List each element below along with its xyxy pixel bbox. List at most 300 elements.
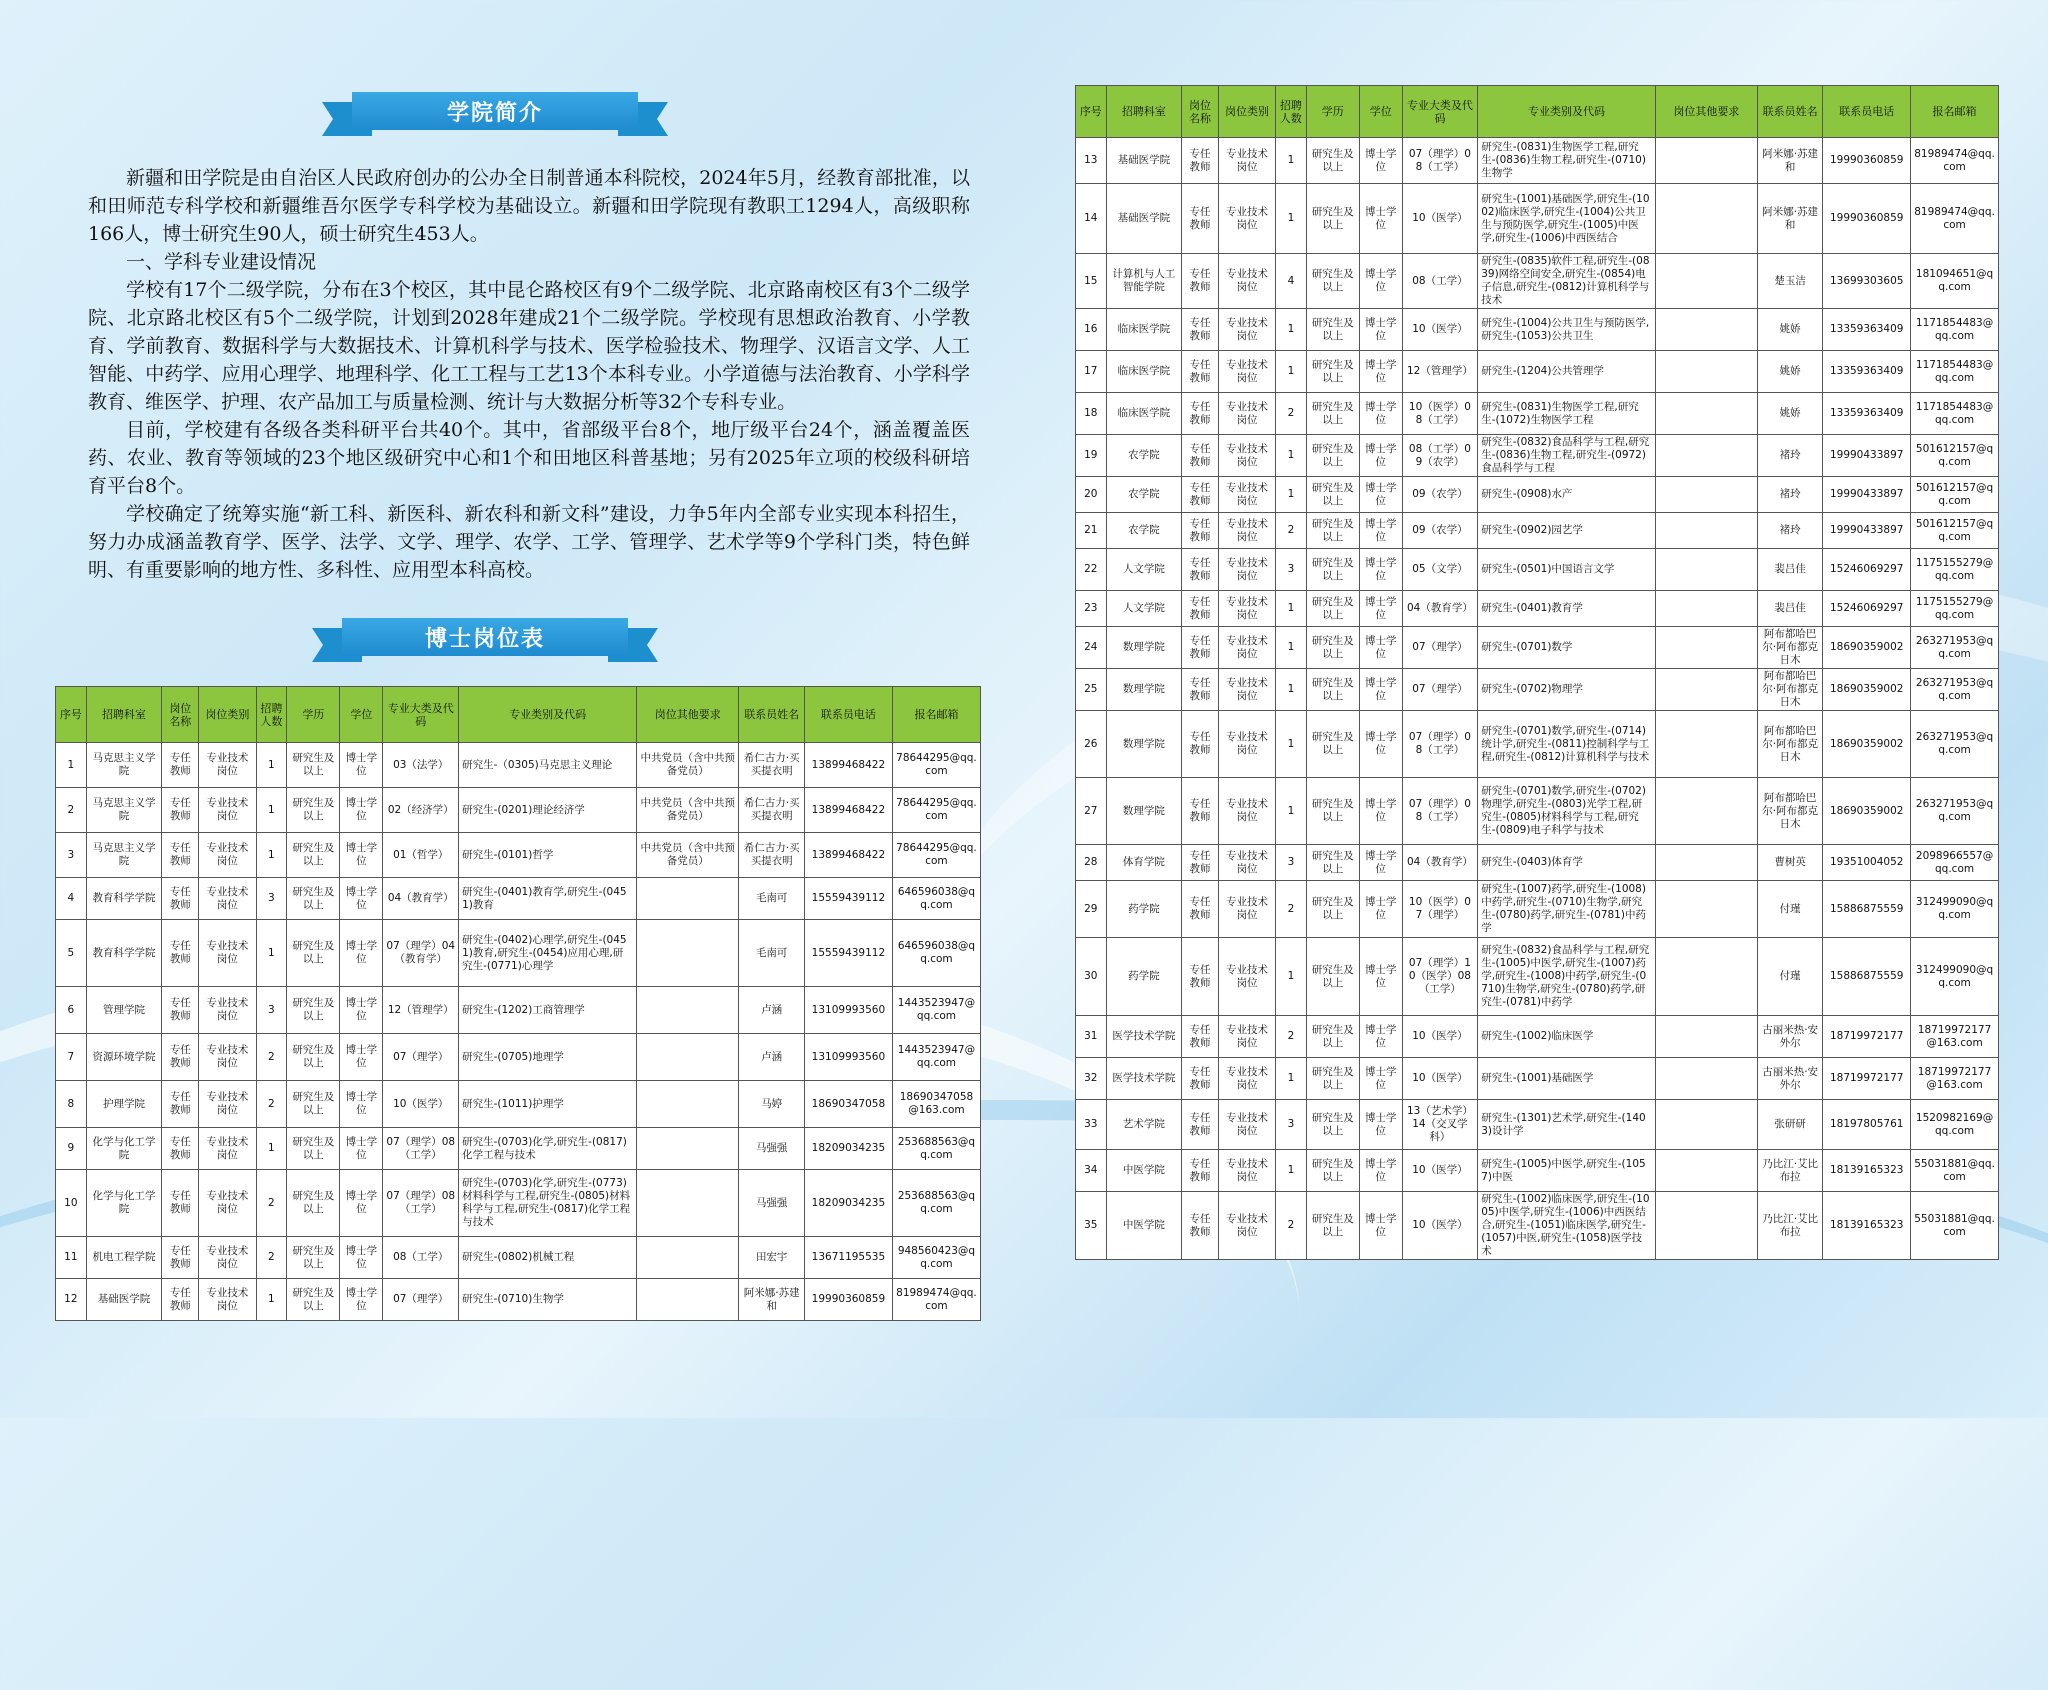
table-cell: 博士学位 (1359, 1192, 1402, 1260)
table-cell: 基础医学院 (1106, 184, 1182, 254)
table-cell: 基础医学院 (1106, 138, 1182, 184)
table-cell: 17 (1076, 351, 1107, 393)
table-cell: 1 (1276, 477, 1307, 513)
table-cell: 专任教师 (162, 1081, 199, 1128)
table-cell: 临床医学院 (1106, 393, 1182, 435)
table-cell (1655, 309, 1757, 351)
table-cell: 医学技术学院 (1106, 1016, 1182, 1058)
table-cell[interactable]: 55031881@qq.com (1911, 1150, 1999, 1192)
table-cell: 专业技术岗位 (1218, 351, 1275, 393)
table-cell: 数理学院 (1106, 778, 1182, 845)
table-cell: 专任教师 (162, 878, 199, 920)
table-cell: 专业技术岗位 (1218, 138, 1275, 184)
table-cell: 13699303605 (1823, 254, 1911, 309)
table-cell[interactable]: 263271953@qq.com (1911, 711, 1999, 778)
table-cell: 研究生-(0701)数学,研究生-(0714)统计学,研究生-(0811)控制科学与工程,研究生-(0812)计算机科学与技术 (1478, 711, 1656, 778)
table-cell (637, 1034, 739, 1081)
column-header: 招聘科室 (1106, 86, 1182, 138)
table-cell (1655, 1150, 1757, 1192)
column-header: 联系员姓名 (1757, 86, 1822, 138)
table-cell[interactable]: 263271953@qq.com (1911, 669, 1999, 711)
table-cell: 16 (1076, 309, 1107, 351)
intro-paragraph: 学校确定了统筹实施“新工科、新医科、新农科和新文科”建设，力争5年内全部专业实现本科招生，努力办成涵盖教育学、医学、法学、文学、理学、农学、工学、管理学、艺术学等9个学科门类，特色鲜明、有重要影响的地方性、多科性、应用型本科高校。 (88, 503, 970, 581)
table-cell: 研究生-(1301)艺术学,研究生-(1403)设计学 (1478, 1100, 1656, 1150)
table-cell: 专任教师 (1182, 513, 1219, 549)
table-cell: 管理学院 (86, 987, 162, 1034)
table-cell[interactable]: 1171854483@qq.com (1911, 351, 1999, 393)
table-cell: 08（工学） (383, 1237, 459, 1279)
table-cell: 博士学位 (1359, 938, 1402, 1016)
column-header: 学历 (1306, 86, 1359, 138)
table-cell: 专业技术岗位 (1218, 1100, 1275, 1150)
column-header: 岗位其他要求 (637, 687, 739, 743)
table-cell[interactable]: 253688563@qq.com (892, 1170, 980, 1237)
table-cell: 10（医学）08（工学） (1402, 393, 1478, 435)
table-cell[interactable]: 1443523947@qq.com (892, 987, 980, 1034)
table-cell: 13899468422 (804, 788, 892, 833)
table-cell: 专任教师 (1182, 138, 1219, 184)
table-cell: 研究生-(1204)公共管理学 (1478, 351, 1656, 393)
table-cell: 08（工学）09（农学） (1402, 435, 1478, 477)
table-cell: 研究生及以上 (1306, 1100, 1359, 1150)
table-cell: 护理学院 (86, 1081, 162, 1128)
table-cell[interactable]: 263271953@qq.com (1911, 778, 1999, 845)
table-cell: 04（教育学） (383, 878, 459, 920)
table-cell: 研究生-(1011)护理学 (459, 1081, 637, 1128)
table-cell: 付瑾 (1757, 938, 1822, 1016)
table-banner (312, 618, 658, 662)
table-cell: 研究生-(0832)食品科学与工程,研究生-(0836)生物工程,研究生-(0972)食品科学与工程 (1478, 435, 1656, 477)
table-cell: 褚玲 (1757, 513, 1822, 549)
table-cell: 专业技术岗位 (1218, 393, 1275, 435)
table-cell: 03（法学） (383, 743, 459, 788)
table-cell: 3 (1276, 549, 1307, 591)
table-cell: 姚娇 (1757, 393, 1822, 435)
table-cell[interactable]: 78644295@qq.com (892, 833, 980, 878)
table-cell: 博士学位 (1359, 778, 1402, 845)
table-cell: 2 (1276, 1192, 1307, 1260)
table-cell: 专业技术岗位 (199, 833, 256, 878)
table-cell: 专业技术岗位 (1218, 711, 1275, 778)
table-cell: 教育科学学院 (86, 920, 162, 987)
table-cell: 12（管理学） (1402, 351, 1478, 393)
table-cell: 研究生及以上 (1306, 1150, 1359, 1192)
table-cell[interactable]: 18719972177@163.com (1911, 1058, 1999, 1100)
table-cell[interactable]: 253688563@qq.com (892, 1128, 980, 1170)
table-cell: 中共党员（含中共预备党员） (637, 833, 739, 878)
table-cell: 1 (1276, 1150, 1307, 1192)
table-cell: 10（医学） (1402, 1016, 1478, 1058)
table-cell: 阿米娜·苏建和 (1757, 138, 1822, 184)
table-cell: 资源环境学院 (86, 1034, 162, 1081)
table-cell: 18690359002 (1823, 627, 1911, 669)
table-cell: 20 (1076, 477, 1107, 513)
table-cell[interactable]: 312499090@qq.com (1911, 881, 1999, 938)
table-cell: 毛南可 (739, 878, 804, 920)
column-header: 联系员姓名 (739, 687, 804, 743)
table-cell: 07（理学） (383, 1279, 459, 1321)
table-cell[interactable]: 1171854483@qq.com (1911, 309, 1999, 351)
table-cell (1655, 184, 1757, 254)
table-cell: 博士学位 (1359, 351, 1402, 393)
table-cell[interactable]: 55031881@qq.com (1911, 1192, 1999, 1260)
table-cell: 博士学位 (340, 1034, 383, 1081)
table-cell: 1 (256, 788, 287, 833)
table-cell: 中共党员（含中共预备党员） (637, 788, 739, 833)
table-cell: 26 (1076, 711, 1107, 778)
table-cell: 卢涵 (739, 1034, 804, 1081)
table-row (56, 987, 981, 1034)
table-cell: 专任教师 (1182, 881, 1219, 938)
table-cell: 博士学位 (1359, 591, 1402, 627)
table-cell: 中医学院 (1106, 1192, 1182, 1260)
column-header: 招聘科室 (86, 687, 162, 743)
table-cell[interactable]: 181094651@qq.com (1911, 254, 1999, 309)
table-cell: 04（教育学） (1402, 591, 1478, 627)
table-cell: 体育学院 (1106, 845, 1182, 881)
column-header: 岗位类别 (1218, 86, 1275, 138)
table-cell[interactable]: 18690347058@163.com (892, 1081, 980, 1128)
table-cell: 专业技术岗位 (1218, 1058, 1275, 1100)
table-cell: 9 (56, 1128, 87, 1170)
table-cell: 专任教师 (162, 920, 199, 987)
table-cell: 专业技术岗位 (1218, 254, 1275, 309)
table-row (1076, 711, 1999, 778)
table-cell: 4 (56, 878, 87, 920)
table-cell: 机电工程学院 (86, 1237, 162, 1279)
table-cell: 19990433897 (1823, 513, 1911, 549)
table-cell: 研究生-(1004)公共卫生与预防医学,研究生-(1053)公共卫生 (1478, 309, 1656, 351)
table-cell (1655, 549, 1757, 591)
job-table-left (55, 686, 981, 1321)
table-cell: 希仁古力·买买提衣明 (739, 788, 804, 833)
table-cell: 1 (1276, 351, 1307, 393)
table-cell: 研究生-(1002)临床医学 (1478, 1016, 1656, 1058)
table-row (1076, 881, 1999, 938)
table-cell: 13899468422 (804, 743, 892, 788)
table-cell[interactable]: 312499090@qq.com (1911, 938, 1999, 1016)
table-cell: 10 (56, 1170, 87, 1237)
table-cell: 10（医学） (383, 1081, 459, 1128)
table-cell: 临床医学院 (1106, 309, 1182, 351)
table-cell: 专业技术岗位 (1218, 627, 1275, 669)
table-cell: 博士学位 (340, 1170, 383, 1237)
table-cell: 专业技术岗位 (1218, 778, 1275, 845)
table-cell: 研究生-(1007)药学,研究生-(1008)中药学,研究生-(0710)生物学,研究生-(0780)药学,研究生-(0781)中药学 (1478, 881, 1656, 938)
table-cell: 15886875559 (1823, 881, 1911, 938)
table-cell: 14 (1076, 184, 1107, 254)
table-cell: 2 (256, 1170, 287, 1237)
table-row (56, 1170, 981, 1237)
table-cell: 研究生-(0705)地理学 (459, 1034, 637, 1081)
table-cell[interactable]: 263271953@qq.com (1911, 627, 1999, 669)
table-cell: 07（理学）08（工学） (383, 1170, 459, 1237)
table-row (1076, 591, 1999, 627)
table-cell: 21 (1076, 513, 1107, 549)
table-cell: 专任教师 (1182, 549, 1219, 591)
table-cell: 研究生及以上 (1306, 669, 1359, 711)
table-cell: 博士学位 (1359, 1150, 1402, 1192)
table-cell: 15559439112 (804, 920, 892, 987)
table-cell: 研究生-(1001)基础医学 (1478, 1058, 1656, 1100)
table-cell: 博士学位 (1359, 309, 1402, 351)
table-cell: 07（理学）04（教育学） (383, 920, 459, 987)
table-cell[interactable]: 646596038@qq.com (892, 920, 980, 987)
table-cell[interactable]: 948560423@qq.com (892, 1237, 980, 1279)
table-cell: 马强强 (739, 1128, 804, 1170)
table-cell: 09（农学） (1402, 477, 1478, 513)
table-cell: 研究生及以上 (1306, 184, 1359, 254)
table-cell: 研究生-(0902)园艺学 (1478, 513, 1656, 549)
table-cell: 专任教师 (1182, 309, 1219, 351)
table-cell: 12（管理学） (383, 987, 459, 1034)
table-cell: 专任教师 (162, 1128, 199, 1170)
table-cell: 博士学位 (1359, 513, 1402, 549)
table-cell: 1 (256, 743, 287, 788)
table-cell[interactable]: 1175155279@qq.com (1911, 591, 1999, 627)
table-cell (1655, 138, 1757, 184)
column-header: 专业大类及代码 (1402, 86, 1478, 138)
table-cell[interactable]: 1443523947@qq.com (892, 1034, 980, 1081)
table-cell: 阿布都哈巴尔·阿布都克日木 (1757, 627, 1822, 669)
table-cell: 专业技术岗位 (1218, 845, 1275, 881)
table-cell[interactable]: 81989474@qq.com (1911, 184, 1999, 254)
table-cell: 18209034235 (804, 1170, 892, 1237)
table-cell: 博士学位 (1359, 184, 1402, 254)
table-cell: 18139165323 (1823, 1192, 1911, 1260)
table-cell (1655, 254, 1757, 309)
table-cell: 研究生及以上 (1306, 778, 1359, 845)
table-cell: 艺术学院 (1106, 1100, 1182, 1150)
table-cell: 07（理学）08（工学） (383, 1128, 459, 1170)
table-cell: 专业技术岗位 (1218, 591, 1275, 627)
table-cell: 2 (1276, 393, 1307, 435)
intro-text (88, 164, 970, 584)
table-cell: 研究生-(0401)教育学,研究生-(0451)教育 (459, 878, 637, 920)
table-cell: 研究生及以上 (1306, 1058, 1359, 1100)
table-row (1076, 351, 1999, 393)
table-cell: 博士学位 (340, 743, 383, 788)
table-cell: 18197805761 (1823, 1100, 1911, 1150)
table-cell: 数理学院 (1106, 669, 1182, 711)
table-row (56, 743, 981, 788)
table-cell: 29 (1076, 881, 1107, 938)
table-cell: 08（工学） (1402, 254, 1478, 309)
table-cell: 博士学位 (1359, 627, 1402, 669)
table-cell: 研究生及以上 (1306, 1192, 1359, 1260)
table-cell: 1 (1276, 184, 1307, 254)
table-cell: 10（医学） (1402, 1058, 1478, 1100)
table-cell (637, 1279, 739, 1321)
table-cell: 博士学位 (340, 920, 383, 987)
table-cell: 专业技术岗位 (199, 1279, 256, 1321)
table-row (56, 1034, 981, 1081)
table-row (1076, 254, 1999, 309)
table-cell: 1 (256, 1128, 287, 1170)
table-cell: 希仁古力·买买提衣明 (739, 743, 804, 788)
table-cell: 化学与化工学院 (86, 1128, 162, 1170)
table-cell: 专业技术岗位 (199, 987, 256, 1034)
table-cell[interactable]: 78644295@qq.com (892, 743, 980, 788)
table-cell: 1 (1276, 138, 1307, 184)
table-cell: 1 (1276, 669, 1307, 711)
table-cell: 13899468422 (804, 833, 892, 878)
table-cell[interactable]: 501612157@qq.com (1911, 477, 1999, 513)
table-cell: 古丽米热·安外尔 (1757, 1058, 1822, 1100)
table-cell: 13359363409 (1823, 351, 1911, 393)
table-cell: 10（医学） (1402, 1150, 1478, 1192)
table-cell: 研究生-(0710)生物学 (459, 1279, 637, 1321)
table-cell: 研究生-(0832)食品科学与工程,研究生-(1005)中医学,研究生-(1007)药学,研究生-(1008)中药学,研究生-(0710)生物学,研究生-(0780)药学,研究生-(0781)中药学 (1478, 938, 1656, 1016)
table-row (1076, 393, 1999, 435)
table-cell (1655, 1192, 1757, 1260)
table-cell: 1 (1276, 1058, 1307, 1100)
intro-paragraph: 一、学科专业建设情况 (126, 251, 317, 273)
table-cell: 05（文学） (1402, 549, 1478, 591)
table-cell (637, 1237, 739, 1279)
table-cell: 专任教师 (162, 1034, 199, 1081)
table-cell (1655, 845, 1757, 881)
column-header: 报名邮箱 (1911, 86, 1999, 138)
table-cell (1655, 477, 1757, 513)
table-cell: 1 (1276, 778, 1307, 845)
table-cell[interactable]: 2098966557@qq.com (1911, 845, 1999, 881)
table-cell[interactable]: 646596038@qq.com (892, 878, 980, 920)
table-cell[interactable]: 501612157@qq.com (1911, 435, 1999, 477)
table-cell: 计算机与人工智能学院 (1106, 254, 1182, 309)
table-cell: 研究生及以上 (1306, 591, 1359, 627)
table-cell: 博士学位 (1359, 138, 1402, 184)
table-cell: 博士学位 (1359, 477, 1402, 513)
table-cell: 博士学位 (340, 987, 383, 1034)
table-cell: 专任教师 (1182, 669, 1219, 711)
table-row (56, 1237, 981, 1279)
table-cell: 2 (1276, 1016, 1307, 1058)
table-cell: 专任教师 (1182, 1192, 1219, 1260)
table-cell: 研究生及以上 (287, 1128, 340, 1170)
table-cell: 曹树英 (1757, 845, 1822, 881)
table-cell: 阿布都哈巴尔·阿布都克日木 (1757, 669, 1822, 711)
table-cell: 专业技术岗位 (1218, 513, 1275, 549)
table-cell: 2 (256, 1081, 287, 1128)
table-cell: 11 (56, 1237, 87, 1279)
table-row (1076, 477, 1999, 513)
table-cell: 研究生-(0701)数学 (1478, 627, 1656, 669)
table-cell: 乃比江·艾比布拉 (1757, 1192, 1822, 1260)
table-cell: 研究生及以上 (1306, 711, 1359, 778)
table-cell: 中共党员（含中共预备党员） (637, 743, 739, 788)
table-cell[interactable]: 18719972177@163.com (1911, 1016, 1999, 1058)
table-cell: 阿布都哈巴尔·阿布都克日木 (1757, 711, 1822, 778)
table-cell[interactable]: 501612157@qq.com (1911, 513, 1999, 549)
table-cell: 24 (1076, 627, 1107, 669)
table-cell (637, 1081, 739, 1128)
table-cell: 研究生及以上 (287, 743, 340, 788)
table-cell: 马克思主义学院 (86, 833, 162, 878)
table-cell (1655, 711, 1757, 778)
table-cell: 马强强 (739, 1170, 804, 1237)
table-cell: 研究生-(0401)教育学 (1478, 591, 1656, 627)
table-cell: 1 (1276, 711, 1307, 778)
table-cell (637, 1170, 739, 1237)
table-row (1076, 669, 1999, 711)
table-cell: 10（医学） (1402, 184, 1478, 254)
table-cell[interactable]: 1520982169@qq.com (1911, 1100, 1999, 1150)
table-cell: 10（医学） (1402, 309, 1478, 351)
table-cell: 付瑾 (1757, 881, 1822, 938)
column-header: 岗位名称 (1182, 86, 1219, 138)
table-cell[interactable]: 81989474@qq.com (892, 1279, 980, 1321)
table-cell: 研究生及以上 (1306, 254, 1359, 309)
table-cell: 13109993560 (804, 987, 892, 1034)
table-row (1076, 845, 1999, 881)
table-cell: 专业技术岗位 (1218, 1016, 1275, 1058)
table-cell[interactable]: 1171854483@qq.com (1911, 393, 1999, 435)
table-cell: 32 (1076, 1058, 1107, 1100)
table-cell: 农学院 (1106, 435, 1182, 477)
table-cell: 13359363409 (1823, 309, 1911, 351)
table-cell: 研究生-(1001)基础医学,研究生-(1002)临床医学,研究生-(1004)公共卫生与预防医学,研究生-(1005)中医学,研究生-(1006)中西医结合 (1478, 184, 1656, 254)
table-cell (1655, 938, 1757, 1016)
table-cell: 阿米娜·苏建和 (1757, 184, 1822, 254)
table-cell: 10（医学） (1402, 1192, 1478, 1260)
table-cell: 研究生及以上 (1306, 393, 1359, 435)
table-cell: 马克思主义学院 (86, 743, 162, 788)
table-cell: 专业技术岗位 (1218, 435, 1275, 477)
table-cell: 农学院 (1106, 477, 1182, 513)
table-row (1076, 184, 1999, 254)
table-cell: 15246069297 (1823, 549, 1911, 591)
table-cell: 18690359002 (1823, 711, 1911, 778)
table-cell[interactable]: 81989474@qq.com (1911, 138, 1999, 184)
table-cell: 专业技术岗位 (199, 1170, 256, 1237)
table-cell: 33 (1076, 1100, 1107, 1150)
table-row (56, 1128, 981, 1170)
table-cell: 15886875559 (1823, 938, 1911, 1016)
table-cell: 09（农学） (1402, 513, 1478, 549)
table-cell: 专任教师 (162, 1170, 199, 1237)
table-cell: 博士学位 (340, 833, 383, 878)
table-cell: 专业技术岗位 (199, 788, 256, 833)
table-cell: 6 (56, 987, 87, 1034)
table-cell: 23 (1076, 591, 1107, 627)
table-cell[interactable]: 1175155279@qq.com (1911, 549, 1999, 591)
table-cell: 1 (1276, 627, 1307, 669)
table-cell: 博士学位 (1359, 435, 1402, 477)
table-cell: 专任教师 (1182, 254, 1219, 309)
table-cell: 马婷 (739, 1081, 804, 1128)
table-cell: 博士学位 (1359, 881, 1402, 938)
table-cell[interactable]: 78644295@qq.com (892, 788, 980, 833)
table-cell: 研究生及以上 (1306, 549, 1359, 591)
column-header: 专业类别及代码 (1478, 86, 1656, 138)
table-cell: 研究生及以上 (1306, 513, 1359, 549)
table-cell: 研究生-(0908)水产 (1478, 477, 1656, 513)
table-cell: 1 (256, 1279, 287, 1321)
table-cell (1655, 513, 1757, 549)
table-cell: 专任教师 (1182, 627, 1219, 669)
table-cell: 13 (1076, 138, 1107, 184)
table-cell: 研究生及以上 (1306, 881, 1359, 938)
table-cell: 研究生-(0403)体育学 (1478, 845, 1656, 881)
table-cell: 专任教师 (1182, 1150, 1219, 1192)
table-row (1076, 627, 1999, 669)
table-cell: 研究生及以上 (287, 878, 340, 920)
column-header: 招聘人数 (256, 687, 287, 743)
table-cell: 专业技术岗位 (199, 920, 256, 987)
table-cell: 研究生-(0501)中国语言文学 (1478, 549, 1656, 591)
table-row (56, 833, 981, 878)
